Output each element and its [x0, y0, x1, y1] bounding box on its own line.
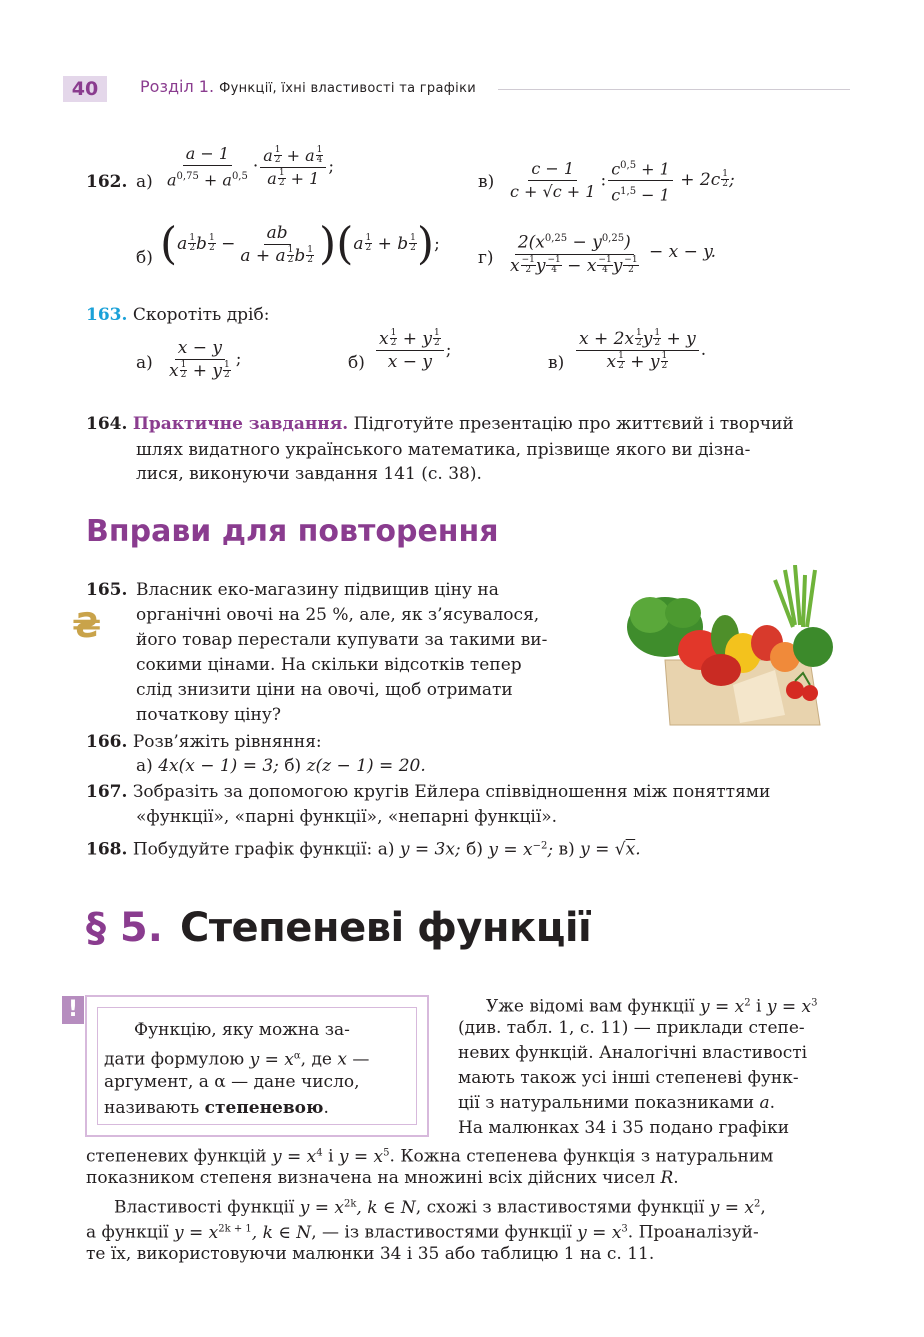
ex167-line1: 167. Зобразіть за допомогою кругів Ейлера співвідношення між поняттями: [86, 782, 771, 802]
ex162-a-formula: $\frac{a - 1}{a^{0,75} + a^{0,5}}$ · a $\frac{1}{2}$ + a $\frac{1}{4}$ a $\frac{1}{2}$ + 1 ;: [167, 144, 335, 190]
ex165-line: початкову ціну?: [136, 705, 281, 725]
ex163-b-label: б): [348, 353, 365, 373]
vegetables-image: [625, 565, 847, 730]
body-line: На малюнках 34 і 35 подано графіки: [458, 1118, 790, 1138]
ex163-heading: 163. Скоротіть дріб:: [86, 305, 270, 325]
definition-line3: аргумент, а α — дане число,: [104, 1072, 360, 1092]
ex166-equations: а) 4x(x − 1) = 3; б) z(z − 1) = 20.: [136, 756, 426, 776]
ex165-line: його товар перестали купувати за такими ви-: [136, 630, 548, 650]
ex166-heading: 166. Розв’яжіть рівняння:: [86, 732, 322, 752]
paragraph-title: Степеневі функції: [180, 905, 592, 951]
ex162-number: 162.: [86, 172, 128, 192]
ex163-v-formula: x + 2x $\frac{1}{2}$ y $\frac{1}{2}$ + y x $\frac{1}{2}$ + y $\frac{1}{2}$ .: [574, 328, 706, 373]
ex167-line2: «функції», «парні функції», «непарні функції».: [136, 807, 558, 827]
ex162-v-label: в): [478, 172, 495, 192]
body-line: степеневих функцій $y = x^4$ і $y = x^5$. Кожна степенева функція з натуральним: [86, 1146, 774, 1167]
ex163-a-label: а): [136, 353, 153, 373]
body-line: те їх, використовуючи малюнки 34 і 35 або таблицю 1 на с. 11.: [86, 1244, 655, 1264]
ex165-number: 165.: [86, 580, 128, 600]
ex163-b-formula: x $\frac{1}{2}$ + y $\frac{1}{2}$ x − y ;: [374, 328, 451, 373]
body-line: мають також усі інші степеневі функ-: [458, 1068, 799, 1088]
important-icon: !: [62, 996, 84, 1024]
ex164-line2: шлях видатного українського математика, прізвище якого ви дізна-: [136, 440, 751, 460]
ex162-g-formula: $2(x^{0,25} - y^{0,25})$ x $\frac{-1}{2}$ y $\frac{-1}{4}$ − x $\frac{-1}{4}$ y $\frac{-1}{2}$ − x − y.: [505, 228, 716, 277]
ex162-v-formula: $\frac{c - 1}{c + √c + 1}$ : $\frac{c^{0,5} + 1}{c^{1,5} - 1}$ + 2c $\frac{1}{2}$ ;: [505, 155, 735, 207]
page-number: 40: [63, 76, 107, 102]
body-line: (див. табл. 1, с. 11) — приклади степе-: [458, 1018, 805, 1038]
definition-line1: Функцію, яку можна за-: [134, 1020, 350, 1040]
body-line: невих функцій. Аналогічні властивості: [458, 1043, 808, 1063]
body-line: ції з натуральними показниками a.: [458, 1093, 775, 1113]
header-rule: [498, 89, 850, 90]
ex165-line: Власник еко-магазину підвищив ціну на: [136, 580, 499, 600]
chapter-label: Розділ 1.: [140, 77, 215, 96]
ex163-v-label: в): [548, 353, 565, 373]
body-line: Уже відомі вам функції $y = x^2$ і $y = x^3$: [486, 996, 818, 1017]
ex162-g-label: г): [478, 248, 494, 268]
body-line: показником степеня визначена на множині всіх дійсних чисел R.: [86, 1168, 679, 1188]
definition-line2: дати формулою $y = x^\alpha$, де x —: [104, 1049, 370, 1070]
body-line: а функції $y = x^{2k + 1}$, k ∈ N, — із властивостями функції $y = x^3$. Проаналізуй-: [86, 1222, 759, 1243]
ex168-line: 168. Побудуйте графік функції: а) y = 3x; б) $y = x^{-2}$; в) y = √x.: [86, 839, 641, 860]
section-heading: Вправи для повторення: [86, 514, 499, 549]
running-head: [140, 77, 476, 96]
ex165-line: сокими цінами. На скільки відсотків тепер: [136, 655, 522, 675]
hryvnia-icon: ₴: [72, 606, 102, 646]
ex164-line3: лися, виконуючи завдання 141 (с. 38).: [136, 464, 482, 484]
ex162-b-formula: (a $\frac{1}{2}$ b $\frac{1}{2}$ − ab a + a $\frac{1}{2}$ b $\frac{1}{2}$ )(a $\frac{1}{2}$ + b $\frac{1}{2}$ );: [160, 218, 440, 270]
chapter-title: Функції, їхні властивості та графіки: [219, 81, 476, 96]
ex162-b-label: б): [136, 248, 153, 268]
definition-line4: називають степеневою.: [104, 1098, 329, 1118]
body-line: Властивості функції $y = x^{2k}$, k ∈ N, схожі з властивостями функції $y = x^2$,: [114, 1197, 766, 1218]
ex165-line: слід знизити ціни на овочі, щоб отримати: [136, 680, 513, 700]
paragraph-number: § 5.: [86, 905, 163, 951]
ex165-line: органічні овочі на 25 %, але, як з’ясувалося,: [136, 605, 540, 625]
ex163-a-formula: x − y x $\frac{1}{2}$ + y $\frac{1}{2}$ ;: [169, 338, 242, 381]
ex162-a-label: а): [136, 172, 153, 192]
ex164-line1: 164. Практичне завдання. Підготуйте презентацію про життєвий і творчий: [86, 414, 794, 434]
